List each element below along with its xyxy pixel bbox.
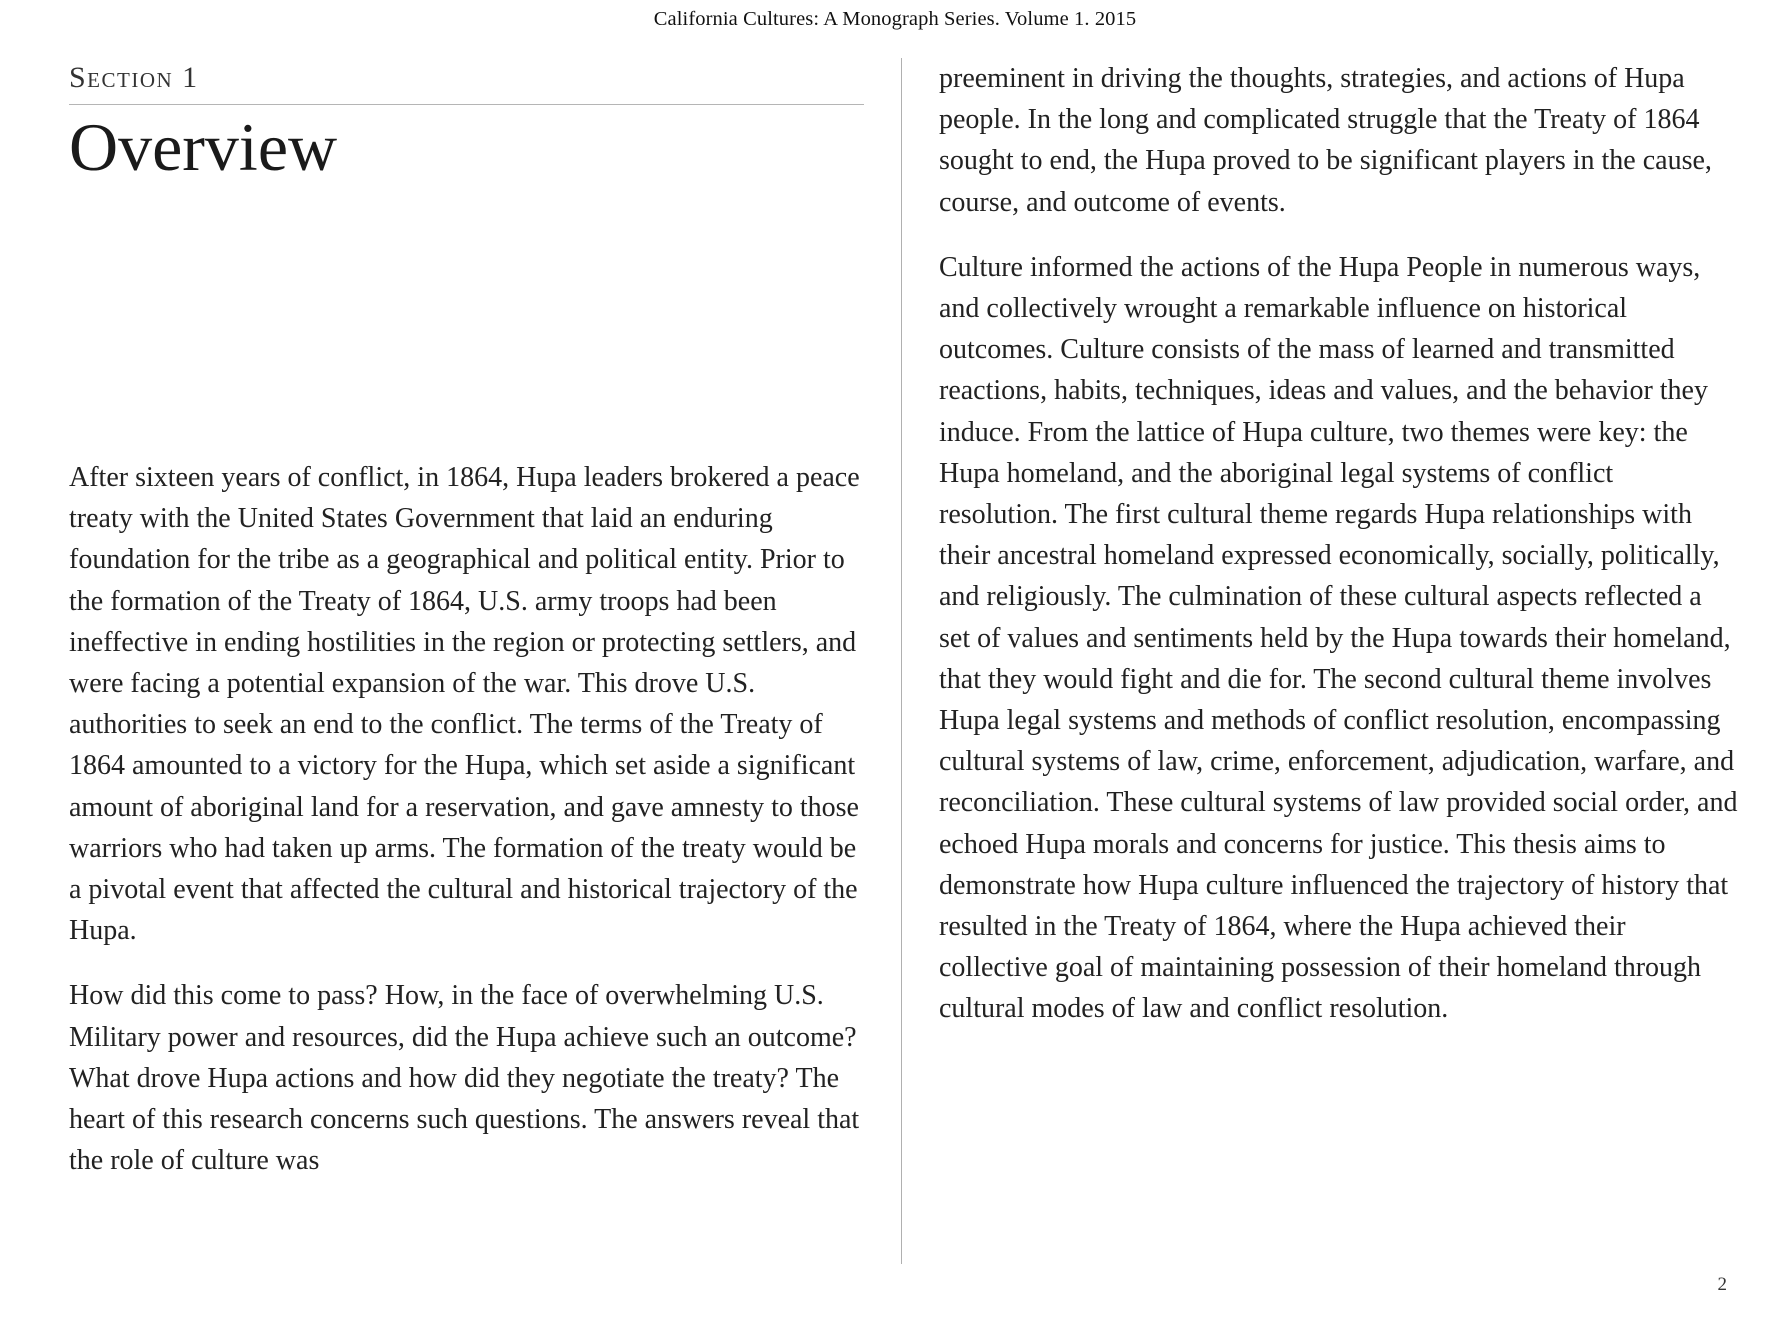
section-title: Overview xyxy=(69,109,338,185)
page-number: 2 xyxy=(1717,1274,1727,1295)
paragraph: preeminent in driving the thoughts, strategies, and actions of Hupa people. In the long and complicated struggle that the Treaty of 1864 sought to end, the Hupa proved to be significant players in the cause, course, and outcome of events. xyxy=(939,63,1712,218)
paragraph: Culture informed the actions of the Hupa People in numerous ways, and collectively wrought a remarkable influence on historical outcomes. Culture consists of the mass of learned and transmitted reactions, habits, techniques, ideas and values, and the behavior they induce. From the lattice of Hupa culture, two themes were key: the Hupa homeland, and the aboriginal legal systems of conflict resolution. The first cultural theme regards Hupa relationships with their ancestral homeland expressed economically, socially, politically, and religiously. The culmination of these cultural aspects reflected a set of values and sentiments held by the Hupa towards their homeland, that they would fight and die for. The second cultural theme involves Hupa legal systems and methods of conflict resolution, encompassing cultural systems of law, crime, enforcement, adjudication, warfare, and reconciliation. These cultural systems of law provided social order, and echoed Hupa morals and concerns for justice. This thesis aims to demonstrate how Hupa culture influenced the trajectory of history that resulted in the Treaty of 1864, where the Hupa achieved their collective goal of maintaining possession of their homeland through cultural modes of law and conflict resolution. xyxy=(939,251,1738,1025)
left-column xyxy=(69,60,864,1205)
paragraph: After sixteen years of conflict, in 1864, Hupa leaders brokered a peace treaty with the United States Government that laid an enduring foundation for the tribe as a geographical and political entity. Prior to the formation of the Treaty of 1864, U.S. army troops had been ineffective in ending hostilities in the region or protecting settlers, and were facing a potential expansion of the war. This drove U.S. authorities to seek an end to the conflict. The terms of the Treaty of 1864 amounted to a victory for the Hupa, which set aside a significant amount of aboriginal land for a reservation, and gave amnesty to those warriors who had taken up arms. The formation of the treaty would be a pivotal event that affected the cultural and historical trajectory of the Hupa. xyxy=(69,462,860,947)
column-divider xyxy=(901,58,902,1264)
paragraph: How did this come to pass? How, in the face of overwhelming U.S. Military power and resources, did the Hupa achieve such an outcome? What drove Hupa actions and how did they negotiate the treaty? The heart of this research concerns such questions. The answers reveal that the role of culture was xyxy=(69,980,860,1177)
right-column xyxy=(939,58,1739,1054)
left-column-body xyxy=(69,457,864,1181)
section-label: Section 1 xyxy=(69,60,864,105)
running-header: California Cultures: A Monograph Series. Volume 1. 2015 xyxy=(653,8,1137,30)
